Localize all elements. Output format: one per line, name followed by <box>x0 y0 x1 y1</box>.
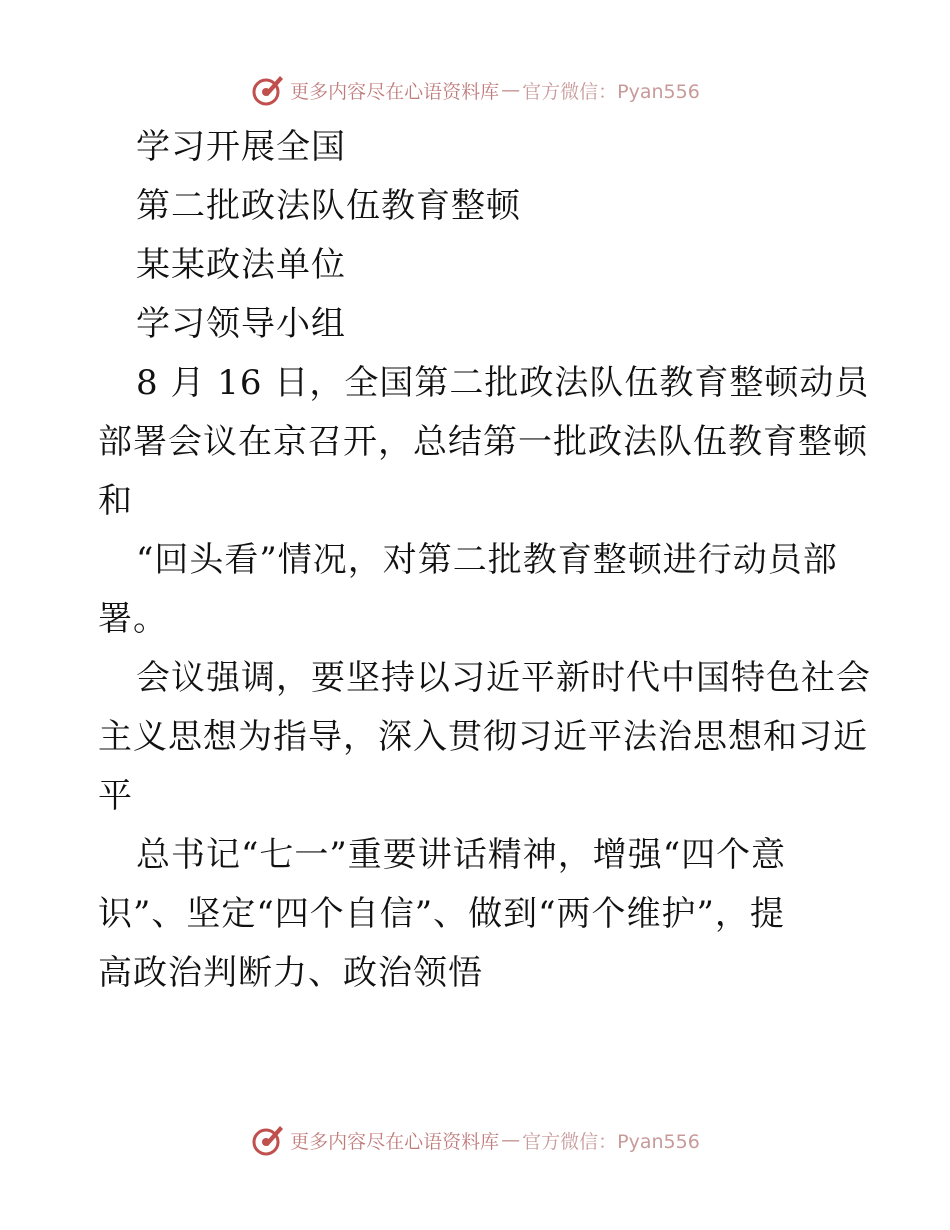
pen-nib-circle-icon <box>250 72 286 108</box>
paragraph-line: 部署会议在京召开，总结第一批政法队伍教育整顿 <box>98 422 868 462</box>
paragraph-line: 署。 <box>98 599 168 639</box>
watermark-separator: — <box>501 1129 521 1151</box>
paragraph-line: 识”、坚定“四个自信”、做到“两个维护”，提 <box>98 894 785 934</box>
paragraph-line: 平 <box>98 776 133 816</box>
pen-nib-circle-icon <box>250 1122 286 1158</box>
watermark-main-text: 更多内容尽在心语资料库 <box>290 80 500 103</box>
watermark-wechat-text: 官方微信：Pyan556 <box>522 80 700 103</box>
heading-line-1: 学习开展全国 <box>136 127 346 167</box>
paragraph-line: 和 <box>98 481 133 521</box>
paragraph-line: 高政治判断力、政治领悟 <box>98 953 483 993</box>
paragraph-line: 会议强调，要坚持以习近平新时代中国特色社会 <box>136 658 871 698</box>
paragraph-line: “回头看”情况，对第二批教育整顿进行动员部 <box>136 540 838 580</box>
heading-line-3: 某某政法单位 <box>136 245 346 285</box>
paragraph-line: 主义思想为指导，深入贯彻习近平法治思想和习近 <box>98 717 868 757</box>
paragraph-line: 总书记“七一”重要讲话精神，增强“四个意 <box>136 835 787 875</box>
watermark-separator: — <box>501 79 521 101</box>
document-body <box>98 118 871 1003</box>
heading-line-2: 第二批政法队伍教育整顿 <box>136 186 521 226</box>
watermark-main-text: 更多内容尽在心语资料库 <box>290 1130 500 1153</box>
heading-line-4: 学习领导小组 <box>136 304 346 344</box>
watermark-wechat-text: 官方微信：Pyan556 <box>522 1130 700 1153</box>
watermark-header <box>0 68 950 112</box>
watermark-footer <box>0 1118 950 1162</box>
paragraph-line: 8 月 16 日，全国第二批政法队伍教育整顿动员 <box>136 363 870 403</box>
